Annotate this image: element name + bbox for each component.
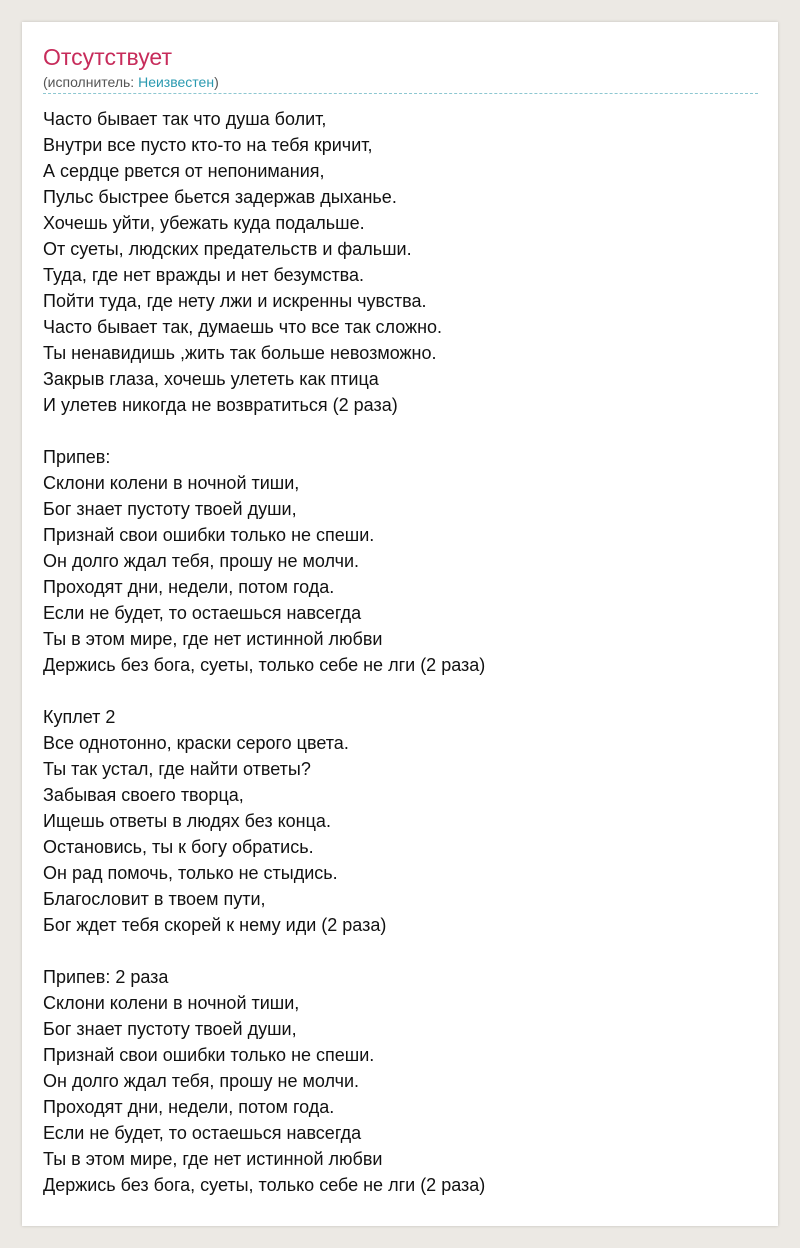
lyric-line: Держись без бога, суеты, только себе не лги (2 раза) — [43, 655, 486, 675]
lyric-line: Если не будет, то остаешься навсегда — [43, 1123, 362, 1143]
lyric-line: Часто бывает так что душа болит, — [43, 109, 327, 129]
lyric-line: Ты в этом мире, где нет истинной любви — [43, 629, 383, 649]
lyric-line: Все однотонно, краски серого цвета. — [43, 733, 349, 753]
lyric-line: А сердце рвется от непонимания, — [43, 161, 325, 181]
lyric-line: От суеты, людских предательств и фальши. — [43, 239, 412, 259]
lyric-line: Держись без бога, суеты, только себе не лги (2 раза) — [43, 1175, 486, 1195]
lyric-line: Ты так устал, где найти ответы? — [43, 759, 311, 779]
lyric-line: Благословит в твоем пути, — [43, 889, 266, 909]
lyric-line: Проходят дни, недели, потом года. — [43, 1097, 335, 1117]
lyric-line: Проходят дни, недели, потом года. — [43, 577, 335, 597]
lyric-line: Закрыв глаза, хочешь улететь как птица — [43, 369, 379, 389]
lyric-line: Ты в этом мире, где нет истинной любви — [43, 1149, 383, 1169]
lyric-line: Остановись, ты к богу обратись. — [43, 837, 314, 857]
lyric-line: Припев: — [43, 447, 111, 467]
lyrics-text — [43, 106, 758, 1198]
header-divider — [43, 93, 758, 94]
lyric-line: Он долго ждал тебя, прошу не молчи. — [43, 551, 360, 571]
lyric-line: Часто бывает так, думаешь что все так сложно. — [43, 317, 443, 337]
lyric-line: Туда, где нет вражды и нет безумства. — [43, 265, 365, 285]
lyric-line: Признай свои ошибки только не спеши. — [43, 1045, 375, 1065]
artist-suffix: ) — [214, 74, 219, 90]
lyric-line: Бог знает пустоту твоей души, — [43, 1019, 297, 1039]
lyric-line: Он долго ждал тебя, прошу не молчи. — [43, 1071, 360, 1091]
lyric-line: Забывая своего творца, — [43, 785, 244, 805]
lyric-line: Ищешь ответы в людях без конца. — [43, 811, 331, 831]
lyric-line: Если не будет, то остаешься навсегда — [43, 603, 362, 623]
lyric-line: И улетев никогда не возвратиться (2 раза) — [43, 395, 398, 415]
lyric-line: Внутри все пусто кто-то на тебя кричит, — [43, 135, 373, 155]
song-title: Отсутствует — [43, 44, 172, 70]
lyric-line: Признай свои ошибки только не спеши. — [43, 525, 375, 545]
lyric-line: Он рад помочь, только не стыдись. — [43, 863, 338, 883]
artist-prefix: (исполнитель: — [43, 74, 139, 90]
lyric-line: Припев: 2 раза — [43, 967, 169, 987]
lyric-line: Бог ждет тебя скорей к нему иди (2 раза) — [43, 915, 387, 935]
lyric-line: Куплет 2 — [43, 707, 116, 727]
lyric-line: Хочешь уйти, убежать куда подальше. — [43, 213, 365, 233]
lyric-line: Ты ненавидишь ,жить так больше невозможно. — [43, 343, 437, 363]
lyrics-card — [22, 22, 778, 1226]
lyric-line: Пульс быстрее бьется задержав дыханье. — [43, 187, 397, 207]
artist-link[interactable]: Неизвестен — [138, 74, 215, 90]
lyric-line: Склони колени в ночной тиши, — [43, 993, 300, 1013]
artist-line — [43, 73, 219, 91]
stanza-gap — [43, 418, 758, 444]
stanza-gap — [43, 938, 758, 964]
lyric-line: Пойти туда, где нету лжи и искренны чувства. — [43, 291, 427, 311]
lyric-line: Склони колени в ночной тиши, — [43, 473, 300, 493]
stanza-gap — [43, 678, 758, 704]
lyric-line: Бог знает пустоту твоей души, — [43, 499, 297, 519]
